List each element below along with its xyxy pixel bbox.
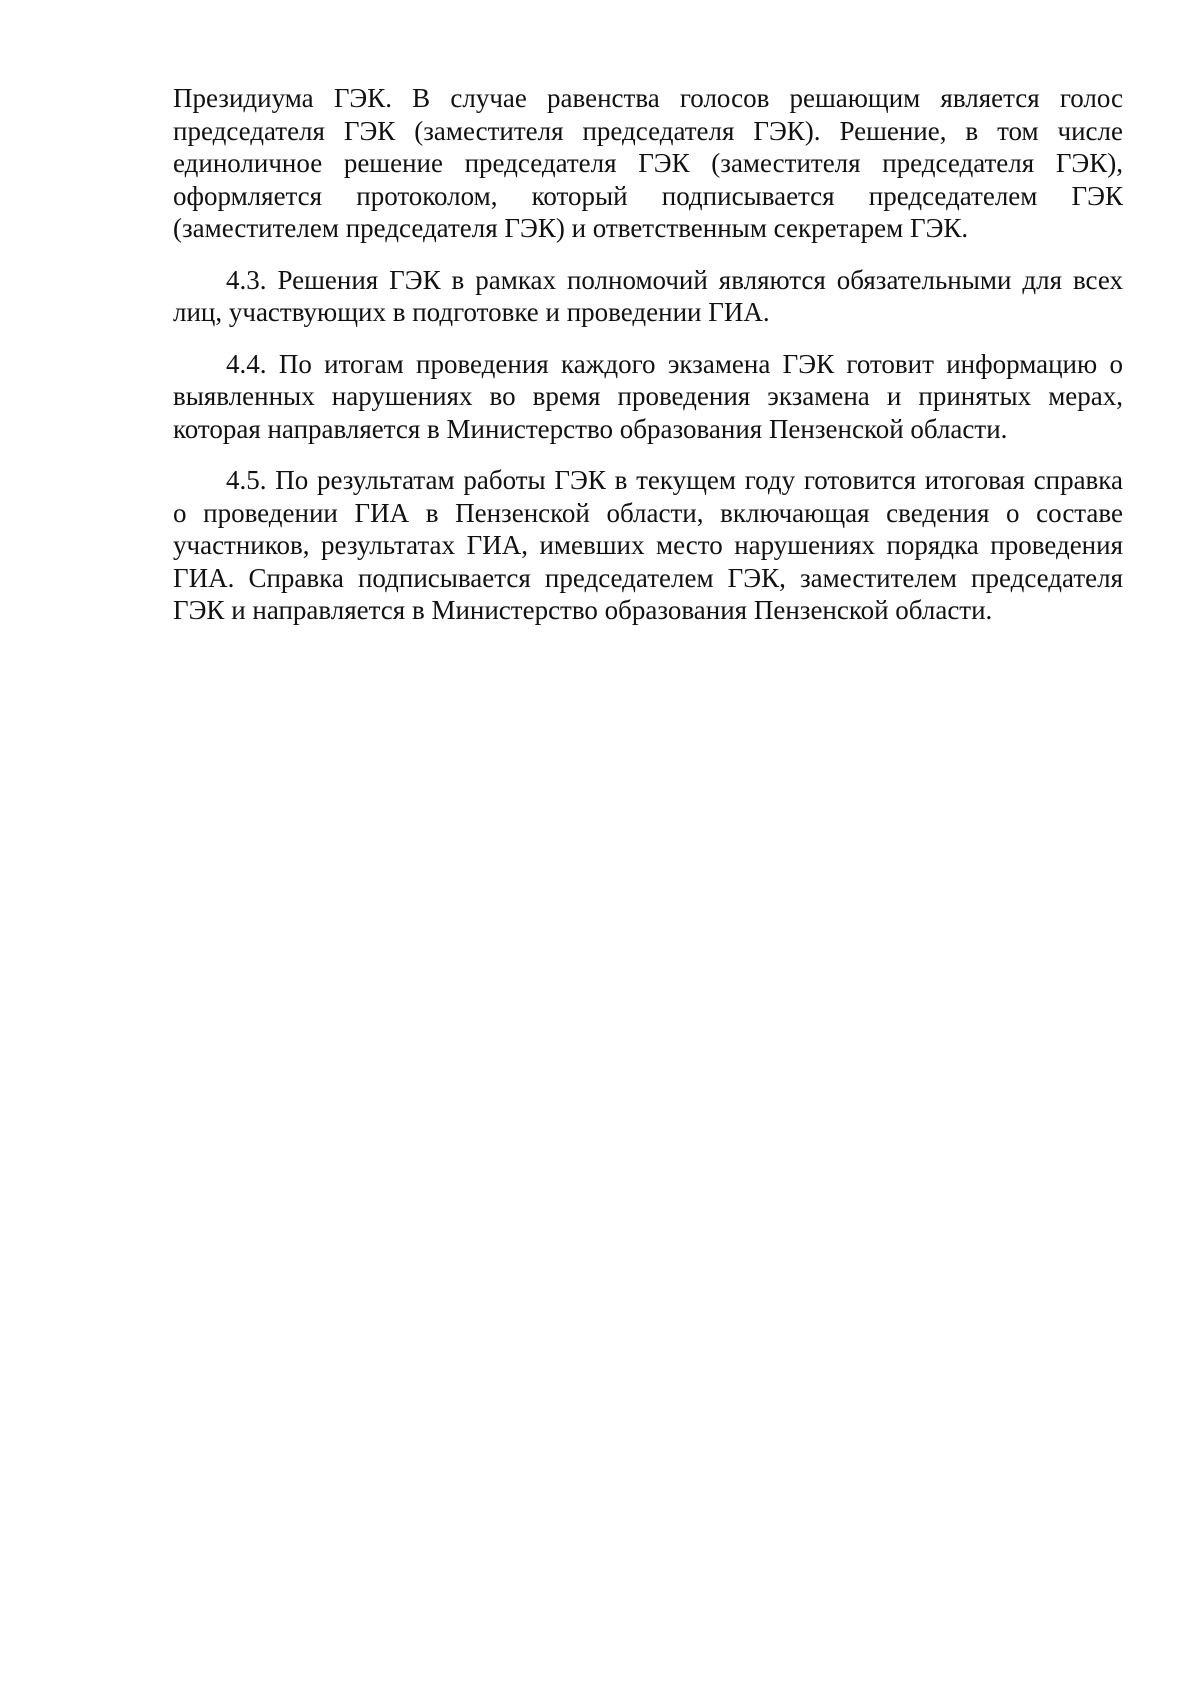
paragraph-4-5: 4.5. По результатам работы ГЭК в текущем году готовится итоговая справка о проведении ГИА в Пензенской области, включающая сведения о составе участников, результатах ГИА, имевших место нарушениях порядка проведения ГИА. Справка подписывается председателем ГЭК, заместителем председателя ГЭК и направляется в Министерство образования Пензенской области. xyxy=(173,465,1123,625)
document-body xyxy=(173,82,1123,646)
paragraph-4-3: 4.3. Решения ГЭК в рамках полномочий являются обязательными для всех лиц, участвующих в подготовке и проведении ГИА. xyxy=(173,264,1123,327)
paragraph-continuation: Президиума ГЭК. В случае равенства голосов решающим является голос председателя ГЭК (заместителя председателя ГЭК). Решение, в том числе единоличное решение председателя ГЭК (заместителя председателя ГЭК), оформляется протоколом, который подписывается председателем ГЭК (заместителем председателя ГЭК) и ответственным секретарем ГЭК. xyxy=(173,83,1123,243)
paragraph-4-4: 4.4. По итогам проведения каждого экзамена ГЭК готовит информацию о выявленных нарушениях во время проведения экзамена и принятых мерах, которая направляется в Министерство образования Пензенской области. xyxy=(173,348,1123,444)
